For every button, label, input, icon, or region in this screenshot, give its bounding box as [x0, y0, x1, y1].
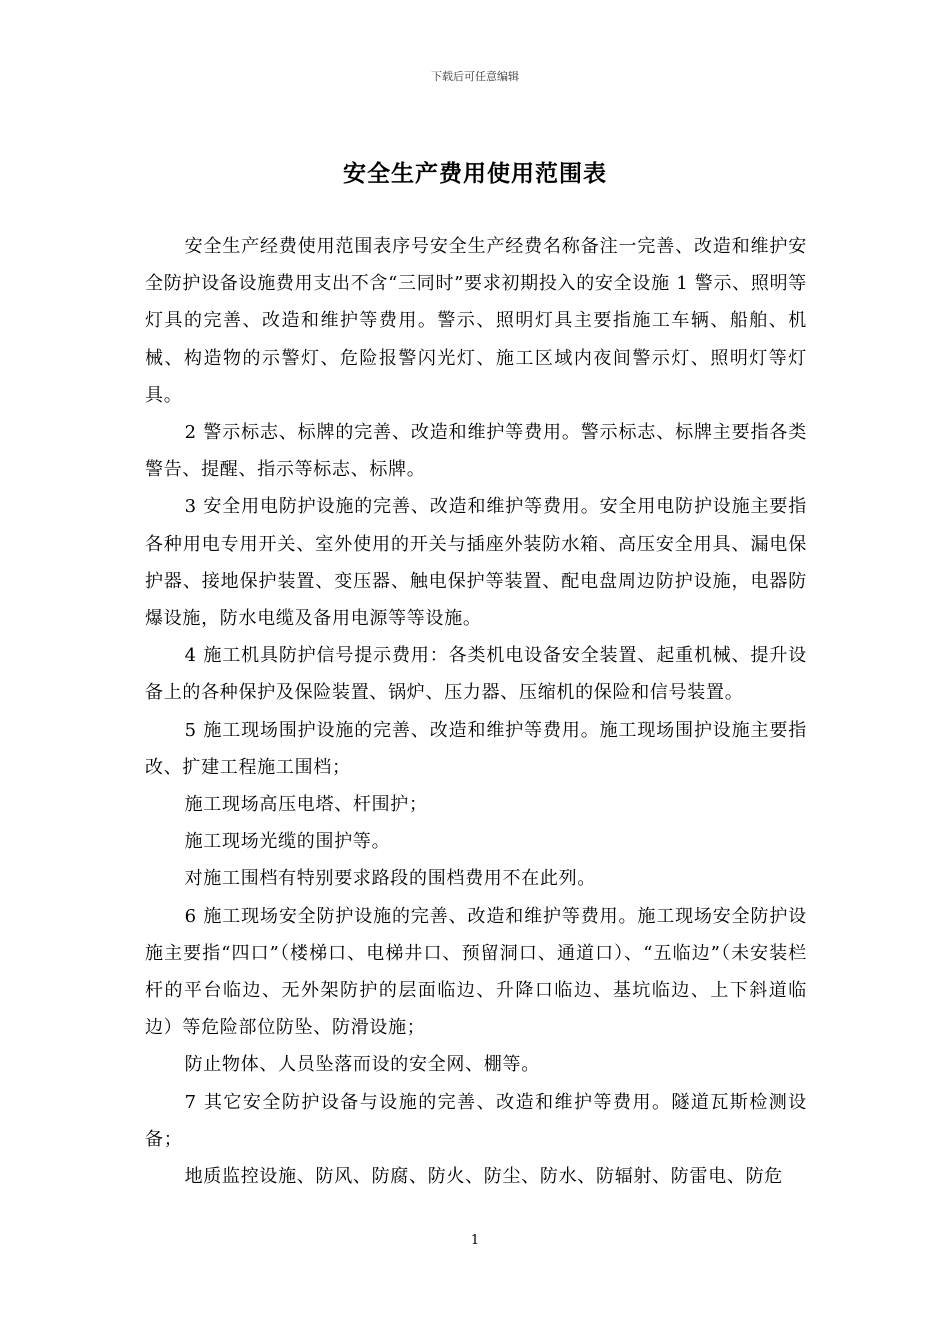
paragraph: 防止物体、人员坠落而设的安全网、棚等。	[184, 1054, 540, 1076]
paragraph: 3 安全用电防护设施的完善、改造和维护等费用。安全用电防护设施主要指各种用电专用开关、室外使用的开关与插座外装防水箱、高压安全用具、漏电保护器、接地保护装置、变压器、触电保护等装置、配电盘周边防护设施，电器防爆设施，防水电缆及备用电源等等设施。	[145, 496, 807, 630]
document-body	[145, 228, 807, 1195]
header-note: 下载后可任意编辑	[431, 70, 519, 83]
document-title: 安全生产费用使用范围表	[343, 161, 607, 187]
paragraph: 对施工围档有特别要求路段的围档费用不在此列。	[184, 868, 596, 890]
paragraph: 施工现场高压电塔、杆围护；	[184, 794, 428, 816]
paragraph: 施工现场光缆的围护等。	[184, 831, 391, 853]
paragraph: 地质监控设施、防风、防腐、防火、防尘、防水、防辐射、防雷电、防危	[184, 1166, 783, 1188]
page-number: 1	[470, 1233, 480, 1248]
paragraph: 6 施工现场安全防护设施的完善、改造和维护等费用。施工现场安全防护设施主要指“四口”（楼梯口、电梯井口、预留洞口、通道口）、“五临边”（未安装栏杆的平台临边、无外架防护的层面临边、升降口临边、基坑临边、上下斜道临边）等危险部位防坠、防滑设施；	[145, 905, 807, 1039]
paragraph: 4 施工机具防护信号提示费用：各类机电设备安全装置、起重机械、提升设备上的各种保护及保险装置、锅炉、压力器、压缩机的保险和信号装置。	[145, 645, 807, 704]
paragraph: 7 其它安全防护设备与设施的完善、改造和维护等费用。隧道瓦斯检测设备；	[145, 1091, 807, 1150]
paragraph: 安全生产经费使用范围表序号安全生产经费名称备注一完善、改造和维护安全防护设备设施费用支出不含“三同时”要求初期投入的安全设施 1 警示、照明等灯具的完善、改造和维护等费用。警示、照明灯具主要指施工车辆、船舶、机械、构造物的示警灯、危险报警闪光灯、施工区域内夜间警示灯、照明灯等灯具。	[145, 236, 807, 406]
paragraph: 5 施工现场围护设施的完善、改造和维护等费用。施工现场围护设施主要指改、扩建工程施工围档；	[145, 719, 807, 778]
paragraph: 2 警示标志、标牌的完善、改造和维护等费用。警示标志、标牌主要指各类警告、提醒、指示等标志、标牌。	[145, 422, 807, 481]
